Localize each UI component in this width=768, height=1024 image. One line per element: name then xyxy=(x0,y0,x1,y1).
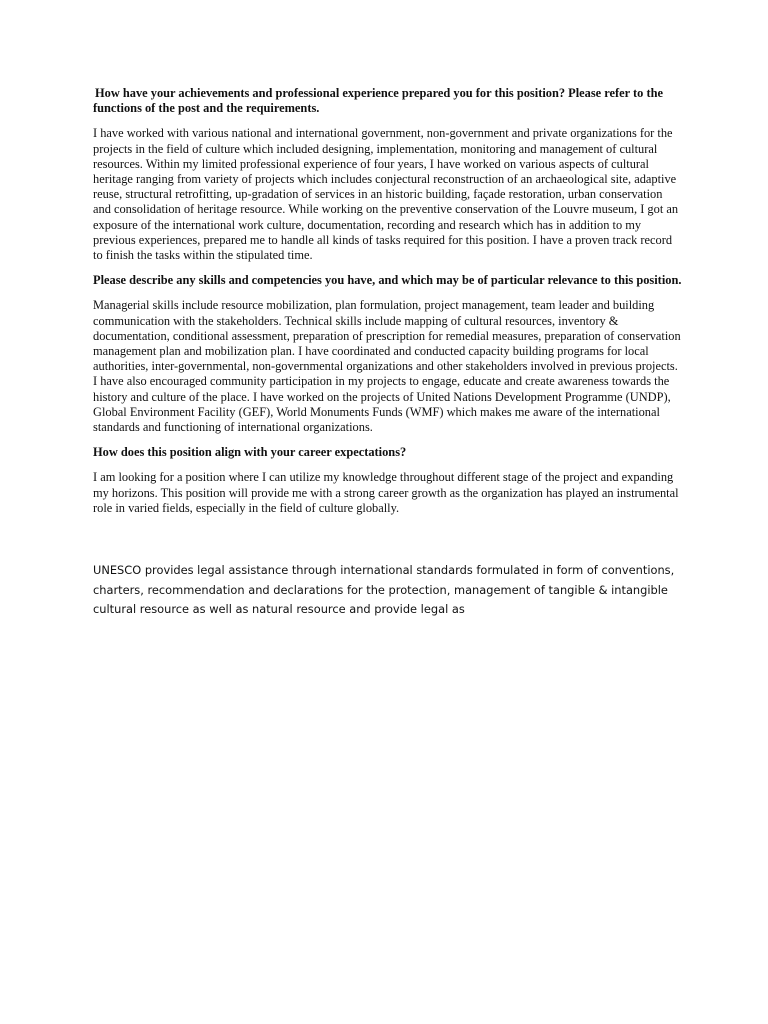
answer-career: I am looking for a position where I can utilize my knowledge throughout different stage of the project and expanding my horizons. This position will provide me with a strong career growth as the organization has played an instrumental role in varied fields, especially in the field of culture globally. xyxy=(93,470,679,515)
document-body xyxy=(93,86,683,526)
question-skills: Please describe any skills and competencies you have, and which may be of particular relevance to this position. xyxy=(93,273,682,288)
answer-achievements: I have worked with various national and international government, non-government and private organizations for the projects in the field of culture which included designing, implementation, monitoring and management of cultural resources. Within my limited professional experience of four years, I have worked on various aspects of cultural heritage ranging from variety of projects which includes conjectural reconstruction of an archaeological site, adaptive reuse, structural retrofitting, up-gradation of services in an historic building, façade restoration, urban conservation and consolidation of heritage resource. While working on the preventive conservation of the Louvre museum, I got an exposure of the international work culture, documentation, recording and research which has in addition to my previous experiences, prepared me to handle all kinds of tasks required for this position. I have a proven track record to finish the tasks within the stipulated time. xyxy=(93,126,679,263)
question-career: How does this position align with your career expectations? xyxy=(93,445,407,460)
answer-skills: Managerial skills include resource mobilization, plan formulation, project management, team leader and building communication with the stakeholders. Technical skills include mapping of cultural resources, inventory & documentation, conditional assessment, preparation of prescription for remedial measures, preparation of conservation management plan and mobilization plan. I have coordinated and conducted capacity building programs for local authorities, inter-governmental, non-governmental organizations and other stakeholders involved in previous projects. I have also encouraged community participation in my projects to engage, educate and create awareness towards the history and culture of the place. I have worked on the projects of United Nations Development Programme (UNDP), Global Environment Facility (GEF), World Monuments Funds (WMF) which makes me aware of the international standards and functioning of international organizations. xyxy=(93,298,681,435)
question-achievements: How have your achievements and professional experience prepared you for this position? Please refer to the functions of the post and the requirements. xyxy=(93,86,663,116)
unesco-paragraph: UNESCO provides legal assistance through international standards formulated in form of conventions, charters, recommendation and declarations for the protection, management of tangible & intangible cultural resource as well as natural resource and provide legal as xyxy=(93,563,675,617)
